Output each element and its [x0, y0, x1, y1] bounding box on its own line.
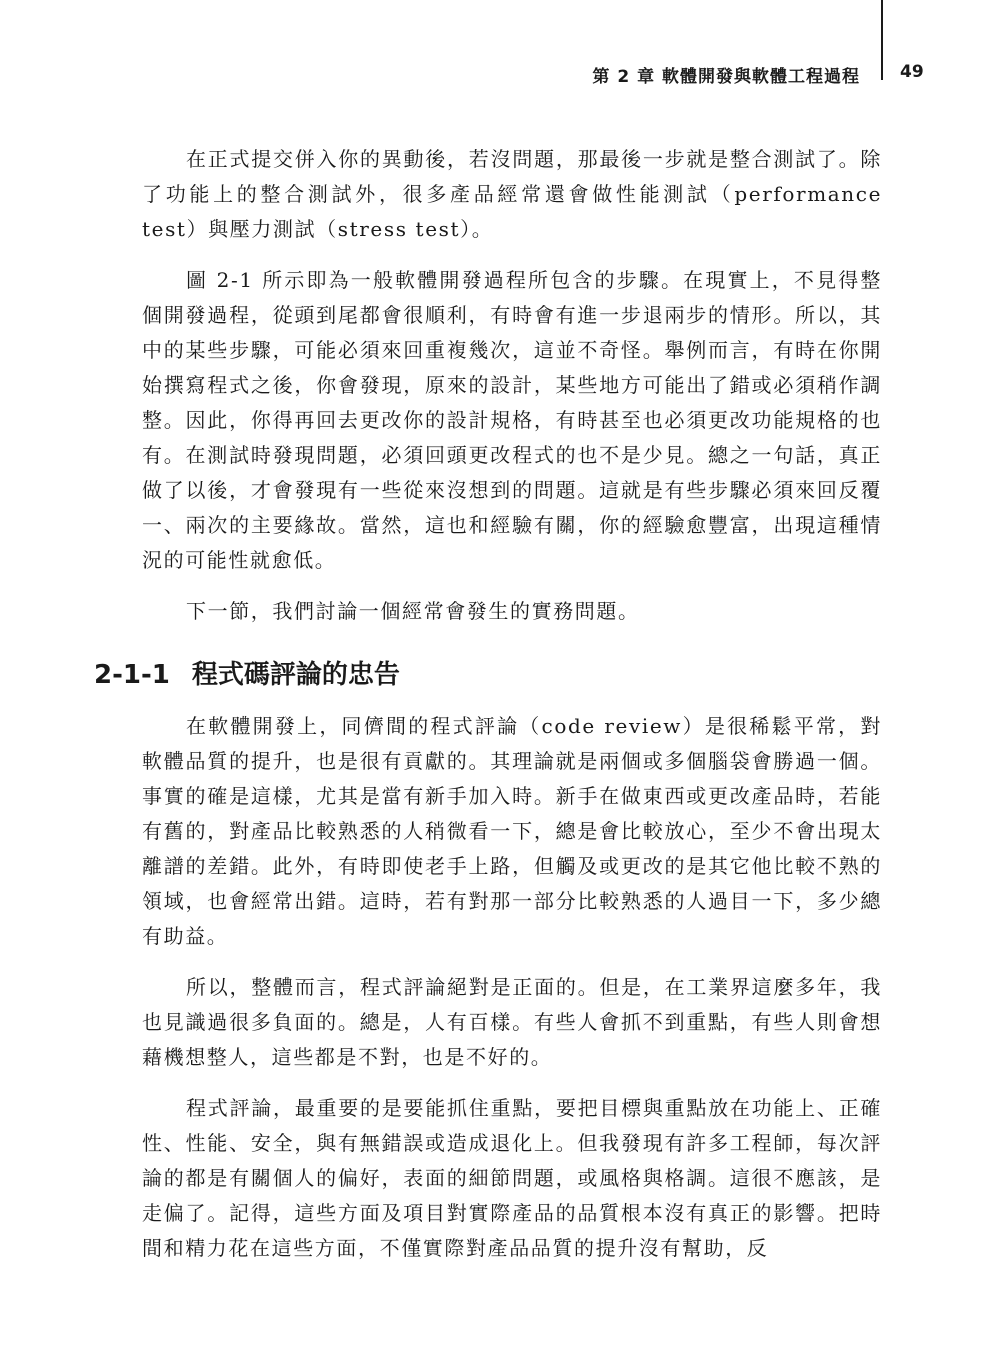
paragraph: 圖 2-1 所示即為一般軟體開發過程所包含的步驟。在現實上，不見得整個開發過程，從頭到尾都會很順利，有時會有進一步退兩步的情形。所以，其中的某些步驟，可能必須來回重複幾次，這並不奇怪。舉例而言，有時在你開始撰寫程式之後，你會發現，原來的設計，某些地方可能出了錯或必須稍作調整。因此，你得再回去更改你的設計規格，有時甚至也必須更改功能規格的也有。在測試時發現問題，必須回頭更改程式的也不是少見。總之一句話，真正做了以後，才會發現有一些從來沒想到的問題。這就是有些步驟必須來回反覆一、兩次的主要緣故。當然，這也和經驗有關，你的經驗愈豐富，出現這種情況的可能性就愈低。: [142, 268, 882, 572]
section-title: 程式碼評論的忠告: [191, 660, 400, 690]
paragraph: 程式評論，最重要的是要能抓住重點，要把目標與重點放在功能上、正確性、性能、安全，與有無錯誤或造成退化上。但我發現有許多工程師，每次評論的都是有關個人的偏好，表面的細節問題，或風格與格調。這很不應該，是走偏了。記得，這些方面及項目對實際產品的品質根本沒有真正的影響。把時間和精力花在這些方面，不僅實際對產品品質的提升沒有幫助，反: [142, 1096, 882, 1260]
section-heading: [94, 655, 834, 695]
page-body: [94, 142, 882, 1282]
header-divider-line: [881, 0, 883, 80]
paragraph: 在正式提交併入你的異動後，若沒問題，那最後一步就是整合測試了。除了功能上的整合測試外，很多產品經常還會做性能測試（performance test）與壓力測試（stress test）。: [142, 147, 882, 241]
paragraph: 在軟體開發上，同儕間的程式評論（code review）是很稀鬆平常，對軟體品質的提升，也是很有貢獻的。其理論就是兩個或多個腦袋會勝過一個。事實的確是這樣，尤其是當有新手加入時。新手在做東西或更改產品時，若能有舊的，對產品比較熟悉的人稍微看一下，總是會比較放心，至少不會出現太離譜的差錯。此外，有時即使老手上路，但觸及或更改的是其它他比較不熟的領域，也會經常出錯。這時，若有對那一部分比較熟悉的人過目一下，多少總有助益。: [142, 714, 882, 948]
paragraph: 下一節，我們討論一個經常會發生的實務問題。: [186, 599, 640, 623]
page-number: 49: [900, 62, 924, 82]
paragraph: 所以，整體而言，程式評論絕對是正面的。但是，在工業界這麼多年，我也見識過很多負面的。總是，人有百樣。有些人會抓不到重點，有些人則會想藉機想整人，這些都是不對，也是不好的。: [142, 975, 882, 1069]
section-number: 2-1-1: [94, 660, 170, 690]
running-head-chapter-title: 第 2 章 軟體開發與軟體工程過程: [592, 67, 860, 87]
